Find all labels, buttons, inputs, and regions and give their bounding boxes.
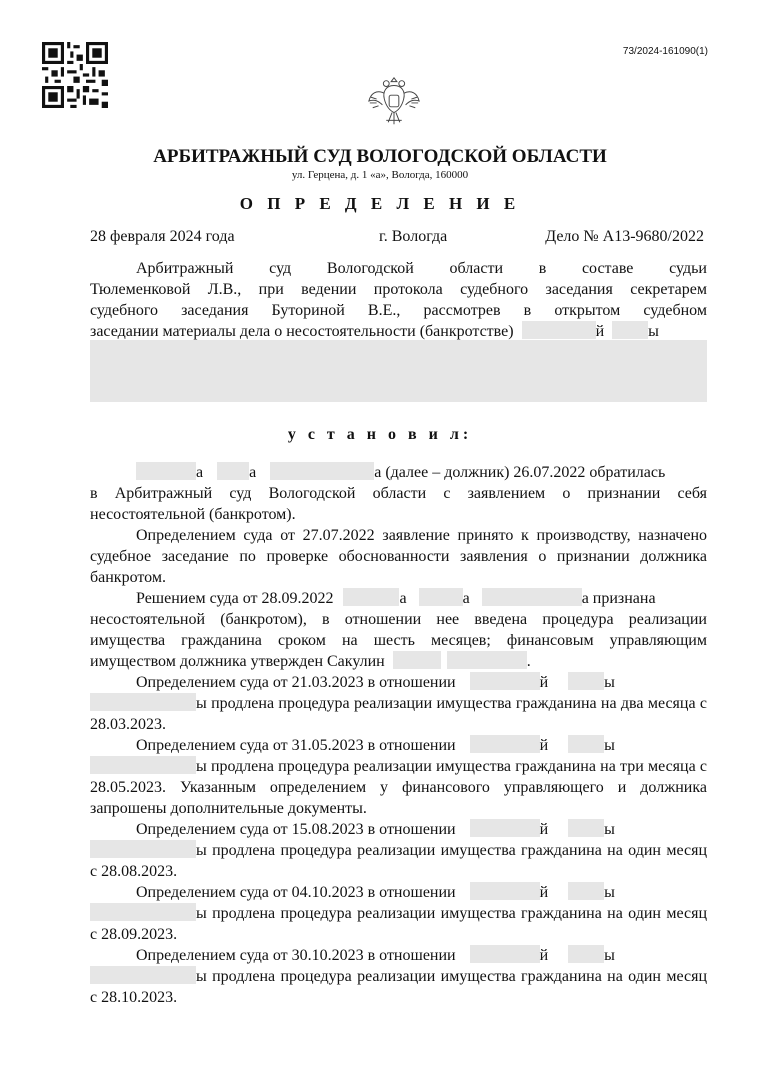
paragraph-8-rest bbox=[90, 966, 707, 1008]
redaction bbox=[522, 321, 596, 339]
intro-line-4 bbox=[90, 321, 707, 342]
redaction bbox=[217, 462, 249, 480]
paragraph-5-text: Определением суда от 31.05.2023 в отношении bbox=[136, 737, 456, 754]
intro-line-1: Арбитражный суд Вологодской области в составе судьи bbox=[136, 260, 707, 277]
paragraph-5-first-line bbox=[90, 735, 707, 756]
qr-code-icon bbox=[42, 42, 108, 108]
paragraph-7-text: Определением суда от 04.10.2023 в отношении bbox=[136, 884, 456, 901]
paragraph-6-rest-text: ы продлена процедура реализации имущества гражданина на один месяц с 28.08.2023. bbox=[90, 842, 707, 880]
redacted-suffix: а bbox=[196, 464, 204, 481]
document-id: 73/2024-161090(1) bbox=[622, 46, 708, 57]
redaction bbox=[90, 840, 196, 858]
intro-paragraph bbox=[90, 258, 707, 342]
redacted-suffix: й bbox=[539, 947, 549, 964]
redacted-suffix: а bbox=[249, 464, 257, 481]
paragraph-3-text: Решением суда от 28.09.2022 bbox=[136, 590, 334, 607]
redaction bbox=[470, 819, 540, 837]
redacted-suffix: ы bbox=[604, 737, 615, 754]
paragraph-5-rest-text: ы продлена процедура реализации имущества гражданина на три месяца с 28.05.2023. Указанным определением у финансового управляющего и должника запрошены дополнительные документы. bbox=[90, 758, 707, 817]
redaction bbox=[470, 735, 540, 753]
paragraph-6-rest bbox=[90, 840, 707, 882]
redaction bbox=[568, 672, 604, 690]
redaction-block bbox=[90, 340, 707, 402]
paragraph-6-first-line bbox=[90, 819, 707, 840]
document-date: 28 февраля 2024 года bbox=[90, 228, 235, 245]
redacted-suffix: а bbox=[462, 590, 470, 607]
redaction bbox=[393, 651, 441, 669]
period: . bbox=[526, 653, 531, 670]
redaction bbox=[470, 672, 540, 690]
paragraph-4-first-line bbox=[90, 672, 707, 693]
court-name: АРБИТРАЖНЫЙ СУД ВОЛОГОДСКОЙ ОБЛАСТИ bbox=[153, 146, 607, 167]
redaction bbox=[90, 903, 196, 921]
paragraph-3-first-line bbox=[90, 588, 707, 609]
paragraph-4-rest bbox=[90, 693, 707, 735]
intro-line-4-text: заседании материалы дела о несостоятельности (банкротстве) bbox=[90, 323, 514, 340]
paragraph-8-rest-text: ы продлена процедура реализации имущества гражданина на один месяц с 28.10.2023. bbox=[90, 968, 707, 1006]
paragraph-8-first-line bbox=[90, 945, 707, 966]
paragraph-1-first-line bbox=[90, 462, 707, 483]
redacted-suffix: й bbox=[539, 674, 549, 691]
redaction bbox=[343, 588, 399, 606]
redaction bbox=[470, 945, 540, 963]
court-address: ул. Герцена, д. 1 «а», Вологда, 160000 bbox=[291, 169, 469, 181]
document-city: г. Вологда bbox=[379, 228, 448, 245]
russian-coat-of-arms-icon bbox=[365, 72, 423, 130]
document-title: О П Р Е Д Е Л Е Н И Е bbox=[239, 194, 521, 213]
redacted-suffix: й bbox=[595, 323, 605, 340]
redaction bbox=[612, 321, 648, 339]
redaction bbox=[482, 588, 582, 606]
redaction bbox=[568, 882, 604, 900]
paragraph-5-rest bbox=[90, 756, 707, 819]
intro-line-2: Тюлеменковой Л.В., при ведении протокола судебного заседания секретарем bbox=[90, 281, 707, 298]
redaction bbox=[90, 693, 196, 711]
paragraph-3-rest-text: несостоятельной (банкротом), в отношении нее введена процедура реализации имущества гражданина сроком на шесть месяцев; финансовым управляющим имуществом должника утвержден Сакулин bbox=[90, 611, 707, 670]
redaction bbox=[90, 756, 196, 774]
paragraph-1-rest: в Арбитражный суд Вологодской области с заявлением о признании себя несостоятельной (банкротом). bbox=[90, 485, 707, 523]
paragraph-4-rest-text: ы продлена процедура реализации имущества гражданина на два месяца с 28.03.2023. bbox=[90, 695, 707, 733]
redaction bbox=[447, 651, 527, 669]
redaction bbox=[470, 882, 540, 900]
section-heading-established: у с т а н о в и л: bbox=[287, 426, 473, 443]
case-number: Дело № А13-9680/2022 bbox=[545, 228, 704, 245]
redaction bbox=[270, 462, 374, 480]
redacted-suffix: ы bbox=[604, 674, 615, 691]
intro-line-3: судебного заседания Буториной В.Е., рассмотрев в открытом судебном bbox=[90, 302, 707, 319]
redacted-suffix: й bbox=[539, 884, 549, 901]
paragraph-8-text: Определением суда от 30.10.2023 в отношении bbox=[136, 947, 456, 964]
paragraph-3-text-end: а признана bbox=[581, 590, 656, 607]
redacted-suffix: й bbox=[539, 737, 549, 754]
redaction bbox=[568, 945, 604, 963]
paragraph-6-text: Определением суда от 15.08.2023 в отношении bbox=[136, 821, 456, 838]
redaction bbox=[419, 588, 463, 606]
redacted-suffix: ы bbox=[648, 323, 659, 340]
redaction bbox=[136, 462, 196, 480]
paragraph-7-first-line bbox=[90, 882, 707, 903]
redaction bbox=[90, 966, 196, 984]
redacted-suffix: а bbox=[399, 590, 407, 607]
redacted-suffix: ы bbox=[604, 821, 615, 838]
redacted-suffix: ы bbox=[604, 884, 615, 901]
redacted-suffix: ы bbox=[604, 947, 615, 964]
paragraph-2: Определением суда от 27.07.2022 заявление принято к производству, назначено судебное заседание по проверке обоснованности заявления о признании должника банкротом. bbox=[90, 527, 707, 586]
paragraph-7-rest bbox=[90, 903, 707, 945]
paragraph-7-rest-text: ы продлена процедура реализации имущества гражданина на один месяц с 28.09.2023. bbox=[90, 905, 707, 943]
paragraph-3-rest bbox=[90, 609, 707, 672]
redaction bbox=[568, 819, 604, 837]
main-body bbox=[90, 462, 707, 1008]
paragraph-4-text: Определением суда от 21.03.2023 в отношении bbox=[136, 674, 456, 691]
paragraph-1-text: а (далее – должник) 26.07.2022 обратилась bbox=[374, 464, 666, 481]
redaction bbox=[568, 735, 604, 753]
redacted-suffix: й bbox=[539, 821, 549, 838]
